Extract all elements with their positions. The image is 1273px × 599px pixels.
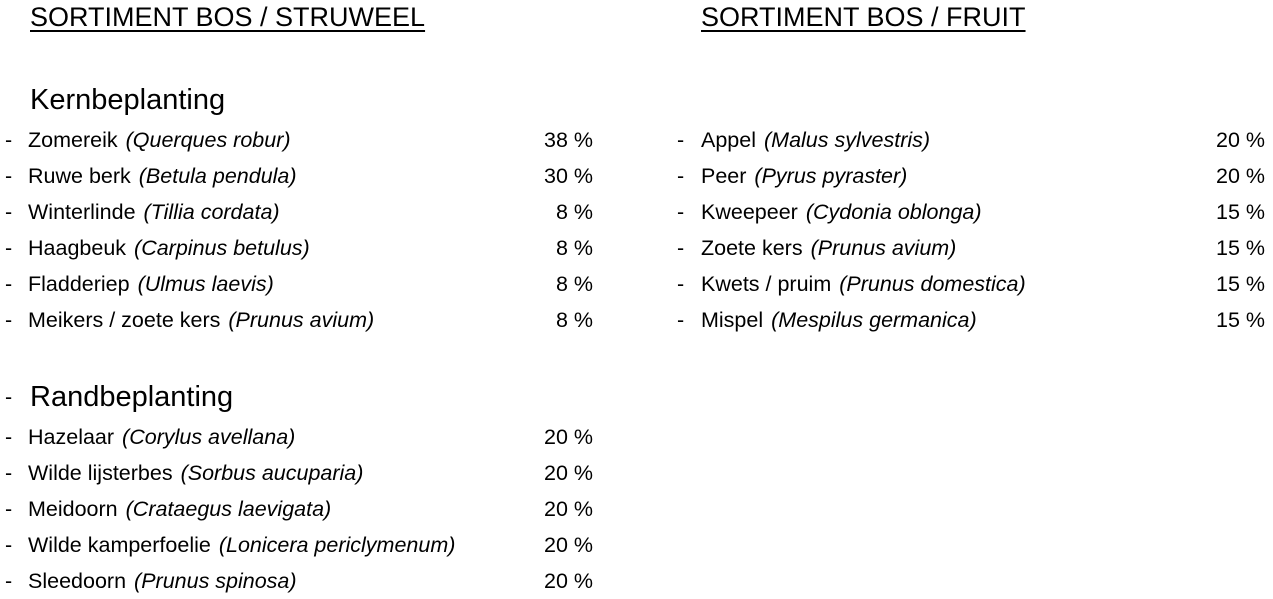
percentage: 15 % — [1215, 308, 1265, 332]
percentage: 20 % — [543, 533, 593, 557]
list-item — [0, 455, 593, 491]
list-dash: - — [5, 272, 13, 296]
latin-name: (Betula pendula) — [138, 164, 297, 188]
species-name: Wilde kamperfoelie (Lonicera periclymenum) — [28, 533, 456, 557]
species-name: Ruwe berk (Betula pendula) — [28, 164, 297, 188]
list-dash: - — [5, 164, 13, 188]
list-item — [0, 419, 593, 455]
percentage: 8 % — [555, 236, 593, 260]
percentage: 15 % — [1215, 236, 1265, 260]
list-item — [0, 158, 1265, 194]
latin-name: (Sorbus aucuparia) — [180, 461, 364, 485]
latin-name: (Malus sylvestris) — [764, 128, 931, 152]
title-bos-fruit: SORTIMENT BOS / FRUIT — [701, 2, 1026, 32]
list-dash: - — [5, 461, 13, 485]
list-item — [0, 266, 1265, 302]
percentage: 8 % — [555, 308, 593, 332]
latin-name: (Ulmus laevis) — [137, 272, 274, 296]
latin-name: (Pyrus pyraster) — [754, 164, 908, 188]
list-item — [0, 563, 593, 599]
list-dash: - — [5, 497, 13, 521]
percentage: 8 % — [555, 272, 593, 296]
list-dash: - — [677, 308, 685, 332]
list-dash: - — [5, 308, 13, 332]
species-name: Zomereik (Querques robur) — [28, 128, 291, 152]
latin-name: (Querques robur) — [125, 128, 291, 152]
percentage: 20 % — [1215, 128, 1265, 152]
latin-name: (Cydonia oblonga) — [805, 200, 982, 224]
list-dash: - — [677, 272, 685, 296]
heading-kernbeplanting: Kernbeplanting — [30, 84, 226, 116]
heading-randbeplanting: Randbeplanting — [30, 381, 234, 413]
list-item — [0, 194, 1265, 230]
percentage: 20 % — [1215, 164, 1265, 188]
list-dash: - — [5, 128, 13, 152]
species-name: Hazelaar (Corylus avellana) — [28, 425, 296, 449]
species-name: Kwets / pruim (Prunus domestica) — [701, 272, 1026, 296]
percentage: 38 % — [543, 128, 593, 152]
list-dash: - — [5, 533, 13, 557]
list-dash: - — [677, 236, 685, 260]
percentage: 15 % — [1215, 272, 1265, 296]
species-name: Meidoorn (Crataegus laevigata) — [28, 497, 332, 521]
latin-name: (Prunus domestica) — [839, 272, 1026, 296]
latin-name: (Mespilus germanica) — [771, 308, 977, 332]
list-item — [0, 491, 593, 527]
latin-name: (Lonicera periclymenum) — [218, 533, 456, 557]
list-item — [0, 122, 1265, 158]
percentage: 30 % — [543, 164, 593, 188]
list-item — [0, 527, 593, 563]
percentage: 20 % — [543, 461, 593, 485]
latin-name: (Carpinus betulus) — [134, 236, 310, 260]
species-name: Kweepeer (Cydonia oblonga) — [701, 200, 982, 224]
list-dash: - — [677, 200, 685, 224]
species-name: Zoete kers (Prunus avium) — [701, 236, 957, 260]
latin-name: (Prunus avium) — [228, 308, 375, 332]
species-name: Mispel (Mespilus germanica) — [701, 308, 977, 332]
list-item — [0, 302, 1265, 338]
latin-name: (Tillia cordata) — [143, 200, 280, 224]
percentage: 15 % — [1215, 200, 1265, 224]
latin-name: (Corylus avellana) — [122, 425, 296, 449]
species-name: Winterlinde (Tillia cordata) — [28, 200, 280, 224]
percentage: 20 % — [543, 425, 593, 449]
percentage: 20 % — [543, 497, 593, 521]
latin-name: (Prunus avium) — [810, 236, 957, 260]
list-dash: - — [5, 200, 13, 224]
species-name: Wilde lijsterbes (Sorbus aucuparia) — [28, 461, 364, 485]
list-dash: - — [677, 164, 685, 188]
list-dash: - — [5, 425, 13, 449]
list-dash: - — [677, 128, 685, 152]
species-name: Fladderiep (Ulmus laevis) — [28, 272, 274, 296]
list-item — [0, 230, 1265, 266]
species-name: Meikers / zoete kers (Prunus avium) — [28, 308, 375, 332]
species-name: Peer (Pyrus pyraster) — [701, 164, 908, 188]
percentage: 20 % — [543, 569, 593, 593]
list-dash: - — [5, 569, 13, 593]
latin-name: (Crataegus laevigata) — [125, 497, 332, 521]
latin-name: (Prunus spinosa) — [134, 569, 297, 593]
title-bos-struweel: SORTIMENT BOS / STRUWEEL — [30, 2, 426, 32]
species-name: Sleedoorn (Prunus spinosa) — [28, 569, 297, 593]
species-name: Haagbeuk (Carpinus betulus) — [28, 236, 310, 260]
list-dash: - — [5, 236, 13, 260]
rand-dash: - — [5, 385, 13, 409]
species-name: Appel (Malus sylvestris) — [701, 128, 931, 152]
percentage: 8 % — [555, 200, 593, 224]
